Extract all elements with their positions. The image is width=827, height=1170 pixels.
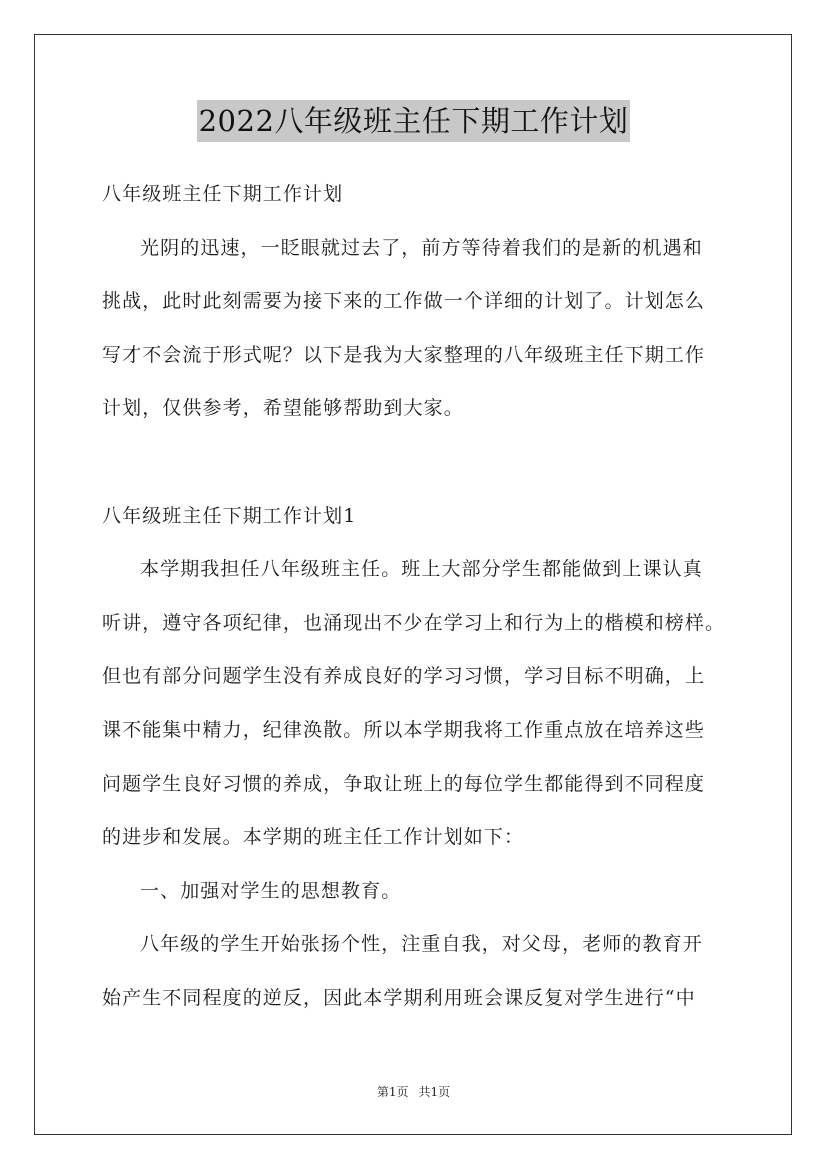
page-total: 共1页 xyxy=(418,1085,451,1099)
subtitle: 八年级班主任下期工作计划 xyxy=(102,183,344,205)
point-line: 始产生不同程度的逆反，因此本学期利用班会课反复对学生进行“中 xyxy=(102,986,696,1009)
intro-line: 挑战，此时此刻需要为接下来的工作做一个详细的计划了。计划怎么 xyxy=(102,290,706,313)
point-heading: 一、加强对学生的思想教育。 xyxy=(140,879,402,902)
page-footer xyxy=(0,1082,827,1102)
intro-line: 写才不会流于形式呢？以下是我为大家整理的八年级班主任下期工作 xyxy=(102,343,706,366)
page-number: 第1页 xyxy=(376,1085,409,1099)
title-container xyxy=(0,100,827,142)
intro-line: 计划，仅供参考，希望能够帮助到大家。 xyxy=(102,397,464,420)
section-line: 问题学生良好习惯的养成，争取让班上的每位学生都能得到不同程度 xyxy=(102,772,706,795)
section-line: 听讲，遵守各项纪律，也涌现出不少在学习上和行为上的楷模和榜样。 xyxy=(102,611,726,634)
document-body xyxy=(102,168,732,1026)
blank-line xyxy=(102,436,732,490)
section-line: 但也有部分问题学生没有养成良好的学习习惯，学习目标不明确，上 xyxy=(102,665,706,688)
section-line: 的进步和发展。本学期的班主任工作计划如下： xyxy=(102,826,525,849)
point-line: 八年级的学生开始张扬个性，注重自我，对父母，老师的教育开 xyxy=(140,933,703,956)
section-line: 本学期我担任八年级班主任。班上大部分学生都能做到上课认真 xyxy=(140,558,703,581)
intro-line: 光阴的迅速，一眨眼就过去了，前方等待着我们的是新的机遇和 xyxy=(140,236,703,259)
document-title: 2022八年级班主任下期工作计划 xyxy=(197,100,631,142)
section-line: 课不能集中精力，纪律涣散。所以本学期我将工作重点放在培养这些 xyxy=(102,718,706,741)
section-heading: 八年级班主任下期工作计划1 xyxy=(102,504,357,527)
